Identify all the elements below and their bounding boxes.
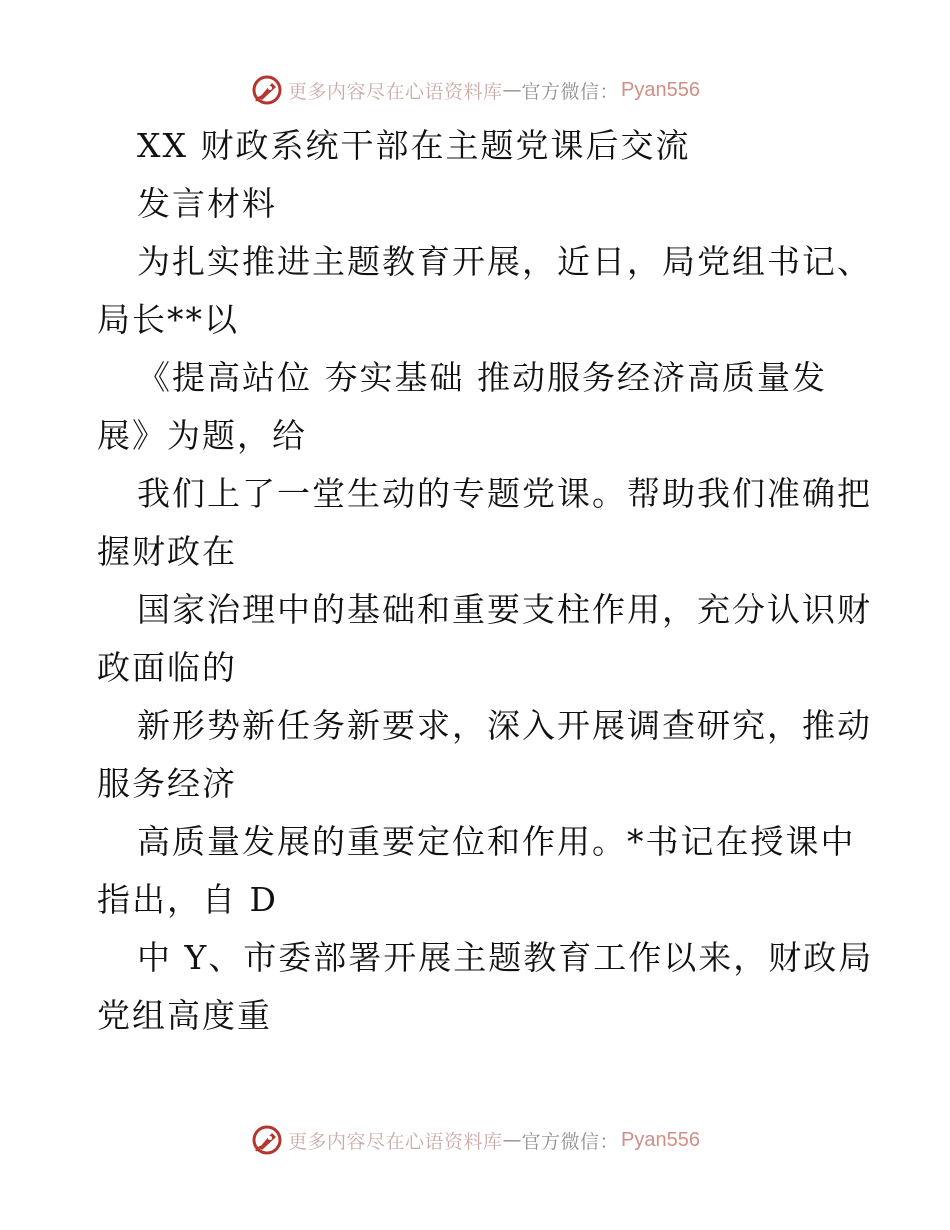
document-line: 新形势新任务新要求，深入开展调查研究，推动 (137, 706, 872, 745)
banner-main-text: 更多内容尽在心语资料库 (288, 1130, 503, 1153)
banner-separator: — (502, 79, 522, 101)
document-line: 展》为题，给 (97, 416, 307, 455)
banner-wechat-label: 官方微信： (521, 80, 620, 103)
document-line: 高质量发展的重要定位和作用。*书记在授课中 (137, 822, 856, 861)
document-line: 中 Y、市委部署开展主题教育工作以来，财政局 (137, 938, 874, 977)
banner-wechat-label: 官方微信： (521, 1130, 620, 1153)
footer-watermark-banner (0, 1120, 950, 1160)
document-body (97, 117, 874, 1045)
header-watermark-banner (0, 70, 950, 110)
pen-nib-logo-icon (250, 1123, 284, 1157)
document-line: 为扎实推进主题教育开展，近日，局党组书记、 (137, 242, 872, 281)
document-line: 政面临的 (97, 648, 237, 687)
pen-nib-logo-icon (250, 73, 284, 107)
banner-wechat-id: Pyan556 (621, 78, 700, 101)
document-line: 国家治理中的基础和重要支柱作用，充分认识财 (137, 590, 872, 629)
document-line: XX 财政系统干部在主题党课后交流 (137, 126, 691, 165)
document-line: 局长**以 (97, 300, 239, 339)
banner-wechat-id: Pyan556 (621, 1128, 700, 1151)
banner-main-text: 更多内容尽在心语资料库 (288, 80, 503, 103)
document-line: 握财政在 (97, 532, 237, 571)
document-line: 我们上了一堂生动的专题党课。帮助我们准确把 (137, 474, 872, 513)
document-line: 党组高度重 (97, 996, 272, 1035)
document-line: 发言材料 (137, 184, 277, 223)
document-line: 《提高站位 夯实基础 推动服务经济高质量发 (137, 358, 827, 397)
banner-separator: — (502, 1129, 522, 1151)
document-line: 指出，自 D (97, 880, 278, 919)
document-line: 服务经济 (97, 764, 237, 803)
